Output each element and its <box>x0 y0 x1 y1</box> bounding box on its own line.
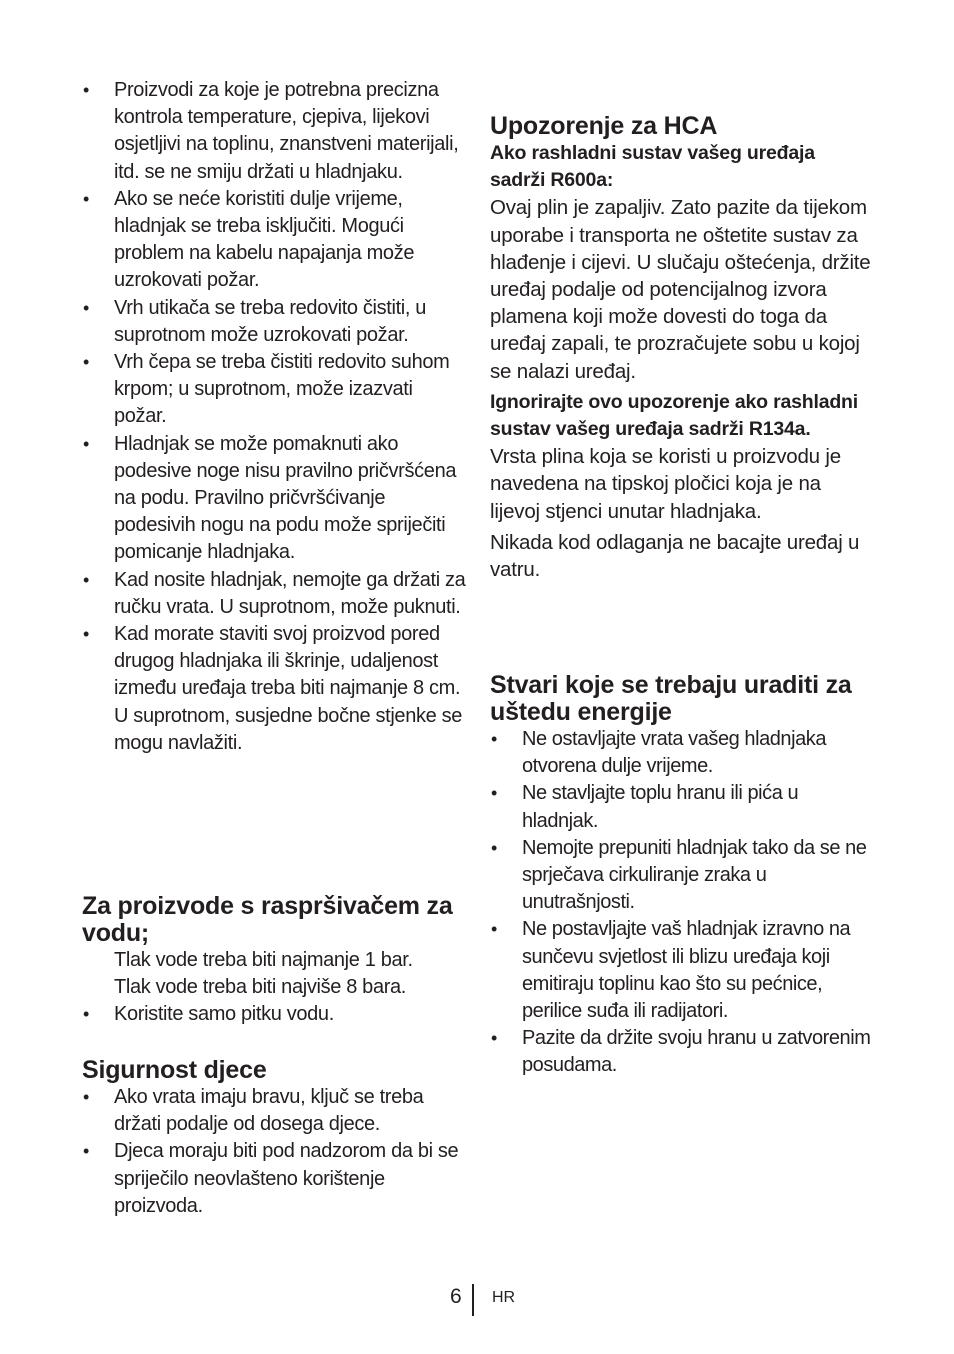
list-item: • Ne stavljajte toplu hranu ili pića u hladnjak. <box>491 782 799 832</box>
hca-heading: Upozorenje za HCA <box>490 112 718 140</box>
list-item: • Kad morate staviti svoj proizvod pored drugog hladnjaka ili škrinje, udaljenost između uređaja treba biti najmanje 8 cm. U suprotnom, susjedne bočne stjenke se mogu navlažiti. <box>83 623 463 754</box>
list-item: • Kad nosite hladnjak, nemojte ga držati za ručku vrata. U suprotnom, može puknuti. <box>83 568 466 618</box>
footer-divider <box>472 1284 474 1316</box>
safety-list <box>82 77 470 757</box>
child-safety-heading: Sigurnost djece <box>82 1056 267 1084</box>
bullet-icon: • <box>83 433 89 454</box>
page-number: 6 <box>450 1285 462 1308</box>
bullet-icon: • <box>491 783 497 804</box>
list-item: • Ako vrata imaju bravu, ključ se treba držati podalje od dosega djece. <box>83 1086 424 1136</box>
bullet-icon: • <box>83 80 89 100</box>
bullet-icon: • <box>83 1087 89 1107</box>
bullet-icon: • <box>491 1028 497 1049</box>
bullet-icon: • <box>83 1141 89 1162</box>
child-safety-section <box>82 1057 470 1220</box>
child-safety-list <box>82 1084 470 1220</box>
hca-paragraph: Ovaj plin je zapaljiv. Zato pazite da tijekom uporabe i transporta ne oštetite sustav za hlađenje i cijevi. U slučaju oštećenja, držite uređaj podalje od potencijalnog izvora plamena koji može dovesti do toga da uređaj zapali, te prozračujete sobu u kojoj se nalazi uređaj. <box>490 196 871 383</box>
bullet-icon: • <box>83 1004 89 1025</box>
sprayer-heading: Za proizvode s raspršivačem za vodu; <box>82 892 453 947</box>
list-item: • Vrh utikača se treba redovito čistiti, u suprotnom može uzrokovati požar. <box>83 296 427 346</box>
sprayer-section <box>82 893 470 1029</box>
list-item: • Nemojte prepuniti hladnjak tako da se ne sprječava cirkuliranje zraka u unutrašnjosti. <box>491 836 867 914</box>
energy-heading: Stvari koje se trebaju uraditi za uštedu energije <box>490 671 852 726</box>
bullet-icon: • <box>491 837 497 858</box>
hca-subheading: Ignorirajte ovo upozorenje ako rashladni sustav vašeg uređaja sadrži R134a. <box>490 390 858 441</box>
energy-section <box>490 672 875 1080</box>
bullet-icon: • <box>491 919 497 940</box>
language-code: HR <box>492 1289 516 1306</box>
bullet-icon: • <box>83 624 89 645</box>
hca-paragraph: Nikada kod odlaganja ne bacajte uređaj u vatru. <box>490 530 860 582</box>
sprayer-list <box>82 1001 470 1028</box>
list-item: • Koristite samo pitku vodu. <box>82 1001 470 1028</box>
list-item: • Pazite da držite svoju hranu u zatvorenim posudama. <box>491 1027 871 1077</box>
page-footer <box>0 1284 954 1316</box>
list-item: • Ne postavljajte vaš hladnjak izravno na sunčevu svjetlost ili blizu uređaja koji emitiraju toplinu kao što su pećnice, perilice suđa ili radijatori. <box>491 918 851 1023</box>
list-item: • Hladnjak se može pomaknuti ako podesive noge nisu pravilno pričvršćena na podu. Pravilno pričvršćivanje podesivih nogu na podu može spriječiti pomicanje hladnjaka. <box>83 432 457 564</box>
energy-list <box>490 726 875 1080</box>
bullet-icon: • <box>83 569 89 590</box>
sprayer-line: Tlak vode treba biti najmanje 1 bar. <box>114 949 413 971</box>
list-item: • Vrh čepa se treba čistiti redovito suhom krpom; u suprotnom, može izazvati požar. <box>83 351 450 428</box>
sprayer-line: Tlak vode treba biti najviše 8 bara. <box>114 976 407 999</box>
hca-section <box>490 113 875 583</box>
hca-subheading: Ako rashladni sustav vašeg uređaja sadrži R600a: <box>490 142 815 192</box>
list-item: • Ako se neće koristiti dulje vrijeme, hladnjak se treba isključiti. Mogući problem na kabelu napajanja može uzrokovati požar. <box>83 187 415 292</box>
bullet-icon: • <box>83 188 89 209</box>
hca-paragraph: Vrsta plina koja se koristi u proizvodu je navedena na tipskoj pločici koja je na lijevoj stjenci unutar hladnjaka. <box>490 445 841 523</box>
list-item: • Proizvodi za koje je potrebna precizna kontrola temperature, cjepiva, lijekovi osjetljivi na toplinu, znanstveni materijali, itd. se ne smiju držati u hladnjaku. <box>83 79 459 183</box>
bullet-icon: • <box>83 297 89 318</box>
list-item: • Ne ostavljajte vrata vašeg hladnjaka otvorena dulje vrijeme. <box>491 728 826 778</box>
bullet-icon: • <box>83 352 89 373</box>
bullet-icon: • <box>491 729 497 749</box>
list-item: • Djeca moraju biti pod nadzorom da bi se spriječilo neovlašteno korištenje proizvoda. <box>83 1140 459 1217</box>
